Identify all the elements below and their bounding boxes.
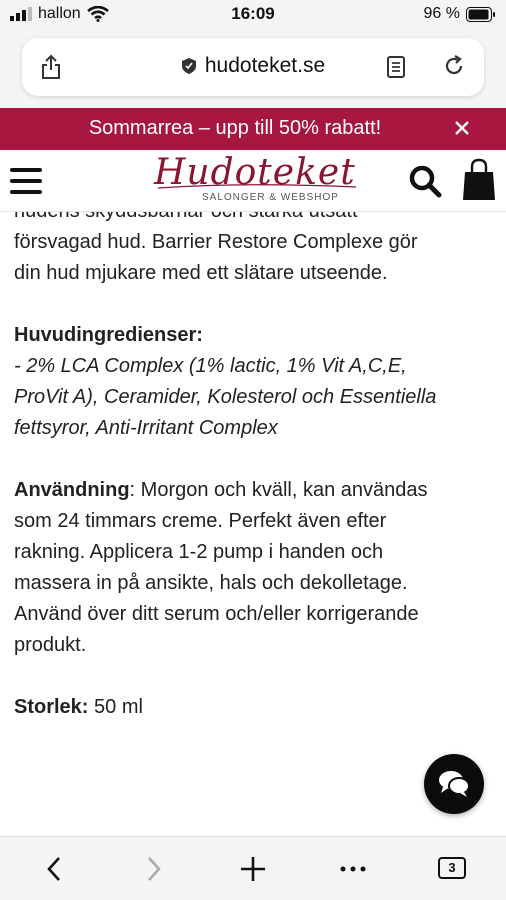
usage-line: som 24 timmars creme. Perfekt även efter [14, 510, 387, 532]
status-bar [0, 0, 506, 30]
carrier-name: hallon [38, 5, 81, 22]
text-line: försvagad hud. Barrier Restore Complexe gör [14, 231, 418, 253]
ingredients-heading: Huvudingredienser: [14, 324, 203, 346]
logo-text: Hudoteket [154, 152, 356, 193]
back-icon[interactable] [44, 855, 64, 883]
usage-line: produkt. [14, 634, 87, 656]
reader-mode-icon[interactable] [386, 55, 406, 79]
usage-line [14, 475, 494, 506]
url-center [22, 54, 484, 78]
promo-banner [0, 108, 506, 150]
browser-address-bar [0, 30, 506, 108]
url-field[interactable] [22, 38, 484, 96]
site-logo[interactable] [150, 152, 360, 210]
close-icon[interactable] [452, 118, 472, 138]
battery-percent: 96 % [423, 5, 460, 22]
chat-icon [437, 768, 471, 800]
tabs-button[interactable]: 3 [438, 857, 466, 879]
url-text: hudoteket.se [204, 54, 326, 77]
usage-text: : Morgon och kväll, kan användas [129, 479, 428, 501]
status-time: 16:09 [231, 4, 275, 23]
size-value: 50 ml [88, 696, 143, 718]
search-icon[interactable] [408, 164, 442, 198]
ingredients-line: fettsyror, Anti-Irritant Complex [14, 417, 278, 439]
usage-line: rakning. Applicera 1-2 pump i handen och [14, 541, 384, 563]
reload-icon[interactable] [442, 54, 466, 78]
promo-text: Sommarrea – upp till 50% rabatt! [88, 117, 382, 139]
shopping-bag-icon[interactable] [462, 158, 496, 202]
new-tab-icon[interactable] [239, 855, 267, 883]
browser-toolbar [0, 836, 506, 900]
usage-line: massera in på ansikte, hals och dekolletage. [14, 572, 408, 594]
ingredients-line: - 2% LCA Complex (1% lactic, 1% Vit A,C,E, [14, 355, 407, 377]
usage-label: Användning [14, 479, 130, 501]
forward-icon[interactable] [144, 855, 164, 883]
size-line [14, 692, 494, 723]
text-line: din hud mjukare med ett slätare utseende. [14, 262, 388, 284]
logo-swash [150, 182, 360, 192]
ingredients-line: ProVit A), Ceramider, Kolesterol och Essentiella [14, 386, 437, 408]
status-right [424, 5, 496, 23]
chat-button[interactable] [424, 754, 484, 814]
battery-icon [466, 7, 496, 22]
site-header [0, 150, 506, 212]
more-icon[interactable] [339, 865, 367, 873]
product-description [14, 196, 494, 723]
logo-subtitle: SALONGER & WEBSHOP [202, 192, 339, 203]
size-label: Storlek: [14, 696, 89, 718]
usage-line: Använd över ditt serum och/eller korrigerande [14, 603, 419, 625]
menu-icon[interactable] [10, 168, 42, 194]
shield-icon [181, 57, 197, 75]
